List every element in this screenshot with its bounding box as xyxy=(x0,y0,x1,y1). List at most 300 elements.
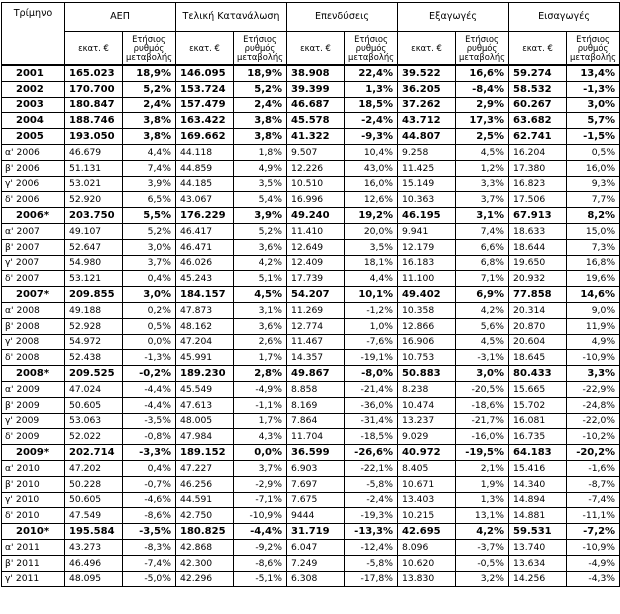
exports-rate: 3,7% xyxy=(456,192,509,208)
imports-value: 15.416 xyxy=(509,460,567,476)
gdp-value: 52.438 xyxy=(65,350,123,366)
quarter-row xyxy=(2,508,620,524)
gdp-rate: 0,2% xyxy=(123,302,176,318)
investment-rate: -8,0% xyxy=(345,366,398,382)
investment-rate: -5,8% xyxy=(345,476,398,492)
consumption-rate: 3,5% xyxy=(234,176,287,192)
exports-value: 39.522 xyxy=(398,65,456,81)
exports-value: 10.753 xyxy=(398,350,456,366)
investment-value: 38.908 xyxy=(287,65,345,81)
consumption-value: 45.991 xyxy=(176,350,234,366)
imports-rate: -11,1% xyxy=(567,508,620,524)
period-label: α' 2009 xyxy=(2,381,65,397)
investment-rate: 1,0% xyxy=(345,318,398,334)
exports-rate: 16,6% xyxy=(456,65,509,81)
imports-value: 16.081 xyxy=(509,413,567,429)
gdp-value: 53.021 xyxy=(65,176,123,192)
exports-rate: 1,2% xyxy=(456,160,509,176)
consumption-rate: 3,8% xyxy=(234,113,287,129)
exports-rate: 2,1% xyxy=(456,460,509,476)
gdp-value: 209.855 xyxy=(65,287,123,303)
unit-label: εκατ. € xyxy=(287,32,345,66)
imports-rate: -4,3% xyxy=(567,571,620,587)
unit-label: εκατ. € xyxy=(398,32,456,66)
gdp-rate: 6,5% xyxy=(123,192,176,208)
consumption-value: 153.724 xyxy=(176,81,234,97)
exports-value: 10.358 xyxy=(398,302,456,318)
header-investments: Επενδύσεις xyxy=(287,3,398,32)
gdp-value: 52.647 xyxy=(65,239,123,255)
gdp-value: 49.107 xyxy=(65,223,123,239)
investment-rate: -26,6% xyxy=(345,445,398,461)
imports-rate: -1,6% xyxy=(567,460,620,476)
exports-value: 10.215 xyxy=(398,508,456,524)
investment-value: 45.578 xyxy=(287,113,345,129)
investment-rate: -2,4% xyxy=(345,492,398,508)
gdp-value: 54.972 xyxy=(65,334,123,350)
gdp-value: 47.549 xyxy=(65,508,123,524)
investment-rate: 4,4% xyxy=(345,271,398,287)
consumption-value: 184.157 xyxy=(176,287,234,303)
exports-rate: 2,9% xyxy=(456,97,509,113)
investment-rate: -21,4% xyxy=(345,381,398,397)
investment-rate: -7,6% xyxy=(345,334,398,350)
imports-rate: -10,9% xyxy=(567,350,620,366)
period-label: β' 2009 xyxy=(2,397,65,413)
quarter-row xyxy=(2,476,620,492)
period-label: 2008* xyxy=(2,366,65,382)
consumption-value: 176.229 xyxy=(176,208,234,224)
gdp-value: 165.023 xyxy=(65,65,123,81)
gdp-rate: -5,0% xyxy=(123,571,176,587)
gdp-value: 53.063 xyxy=(65,413,123,429)
exports-rate: 4,2% xyxy=(456,524,509,540)
investment-value: 49.867 xyxy=(287,366,345,382)
exports-rate: 2,5% xyxy=(456,129,509,145)
investment-rate: -22,1% xyxy=(345,460,398,476)
gdp-rate: -1,3% xyxy=(123,350,176,366)
consumption-rate: 0,0% xyxy=(234,445,287,461)
imports-value: 15.702 xyxy=(509,397,567,413)
imports-value: 18.644 xyxy=(509,239,567,255)
gdp-value: 170.700 xyxy=(65,81,123,97)
imports-rate: 9,0% xyxy=(567,302,620,318)
exports-rate: -18,6% xyxy=(456,397,509,413)
investment-rate: -5,8% xyxy=(345,555,398,571)
gdp-rate: -7,4% xyxy=(123,555,176,571)
gdp-value: 188.746 xyxy=(65,113,123,129)
gdp-value: 52.920 xyxy=(65,192,123,208)
header-imports: Εισαγωγές xyxy=(509,3,620,32)
exports-value: 8.405 xyxy=(398,460,456,476)
imports-rate: -8,7% xyxy=(567,476,620,492)
imports-rate: 14,6% xyxy=(567,287,620,303)
gdp-rate: 3,8% xyxy=(123,113,176,129)
exports-value: 43.712 xyxy=(398,113,456,129)
gdp-value: 209.525 xyxy=(65,366,123,382)
period-label: α' 2007 xyxy=(2,223,65,239)
consumption-value: 44.185 xyxy=(176,176,234,192)
consumption-value: 47.984 xyxy=(176,429,234,445)
consumption-rate: -5,1% xyxy=(234,571,287,587)
exports-value: 15.149 xyxy=(398,176,456,192)
quarter-row xyxy=(2,571,620,587)
exports-rate: 3,0% xyxy=(456,366,509,382)
imports-value: 67.913 xyxy=(509,208,567,224)
investment-rate: 16,0% xyxy=(345,176,398,192)
investment-value: 7.697 xyxy=(287,476,345,492)
gdp-rate: 3,0% xyxy=(123,239,176,255)
consumption-value: 44.591 xyxy=(176,492,234,508)
exports-rate: -16,0% xyxy=(456,429,509,445)
investment-value: 11.467 xyxy=(287,334,345,350)
consumption-rate: 18,9% xyxy=(234,65,287,81)
consumption-value: 45.549 xyxy=(176,381,234,397)
period-label: 2007* xyxy=(2,287,65,303)
imports-rate: -22,0% xyxy=(567,413,620,429)
imports-value: 16.204 xyxy=(509,144,567,160)
quarter-row xyxy=(2,271,620,287)
period-label: 2002 xyxy=(2,81,65,97)
exports-rate: 13,1% xyxy=(456,508,509,524)
exports-rate: 5,6% xyxy=(456,318,509,334)
investment-rate: 19,2% xyxy=(345,208,398,224)
period-label: δ' 2010 xyxy=(2,508,65,524)
consumption-rate: -8,6% xyxy=(234,555,287,571)
gdp-rate: 2,4% xyxy=(123,97,176,113)
year-row xyxy=(2,445,620,461)
imports-rate: -20,2% xyxy=(567,445,620,461)
investment-rate: -19,3% xyxy=(345,508,398,524)
imports-rate: 15,0% xyxy=(567,223,620,239)
consumption-rate: -9,2% xyxy=(234,539,287,555)
imports-rate: 4,9% xyxy=(567,334,620,350)
investment-value: 12.226 xyxy=(287,160,345,176)
investment-value: 7.864 xyxy=(287,413,345,429)
exports-rate: -8,4% xyxy=(456,81,509,97)
exports-value: 16.906 xyxy=(398,334,456,350)
investment-value: 14.357 xyxy=(287,350,345,366)
year-row xyxy=(2,65,620,81)
imports-value: 20.932 xyxy=(509,271,567,287)
gdp-value: 180.847 xyxy=(65,97,123,113)
exports-value: 10.671 xyxy=(398,476,456,492)
quarter-row xyxy=(2,413,620,429)
gdp-table-container xyxy=(1,2,620,587)
consumption-rate: 1,8% xyxy=(234,144,287,160)
consumption-rate: 3,6% xyxy=(234,239,287,255)
gdp-value: 193.050 xyxy=(65,129,123,145)
investment-value: 7.675 xyxy=(287,492,345,508)
quarter-row xyxy=(2,350,620,366)
imports-rate: 7,3% xyxy=(567,239,620,255)
exports-rate: 1,9% xyxy=(456,476,509,492)
period-label: β' 2008 xyxy=(2,318,65,334)
gdp-value: 47.024 xyxy=(65,381,123,397)
gdp-rate: -0,8% xyxy=(123,429,176,445)
imports-value: 19.650 xyxy=(509,255,567,271)
consumption-value: 44.859 xyxy=(176,160,234,176)
imports-value: 13.740 xyxy=(509,539,567,555)
gdp-value: 50.228 xyxy=(65,476,123,492)
consumption-rate: 4,5% xyxy=(234,287,287,303)
investment-rate: -2,4% xyxy=(345,113,398,129)
imports-rate: -4,9% xyxy=(567,555,620,571)
investment-value: 39.399 xyxy=(287,81,345,97)
consumption-rate: -7,1% xyxy=(234,492,287,508)
consumption-value: 42.300 xyxy=(176,555,234,571)
unit-label: εκατ. € xyxy=(509,32,567,66)
gdp-value: 50.605 xyxy=(65,397,123,413)
gdp-rate: -0,7% xyxy=(123,476,176,492)
exports-rate: -20,5% xyxy=(456,381,509,397)
period-label: 2004 xyxy=(2,113,65,129)
exports-rate: 3,1% xyxy=(456,208,509,224)
unit-label: εκατ. € xyxy=(176,32,234,66)
period-label: β' 2010 xyxy=(2,476,65,492)
year-row xyxy=(2,129,620,145)
imports-value: 16.735 xyxy=(509,429,567,445)
gdp-components-table xyxy=(1,2,620,587)
consumption-rate: 2,6% xyxy=(234,334,287,350)
exports-rate: 17,3% xyxy=(456,113,509,129)
gdp-value: 52.022 xyxy=(65,429,123,445)
exports-value: 13.830 xyxy=(398,571,456,587)
period-label: γ' 2010 xyxy=(2,492,65,508)
imports-rate: -24,8% xyxy=(567,397,620,413)
period-label: 2003 xyxy=(2,97,65,113)
gdp-value: 202.714 xyxy=(65,445,123,461)
imports-rate: 7,7% xyxy=(567,192,620,208)
consumption-rate: 1,7% xyxy=(234,413,287,429)
consumption-value: 47.613 xyxy=(176,397,234,413)
investment-value: 12.774 xyxy=(287,318,345,334)
exports-rate: 6,8% xyxy=(456,255,509,271)
exports-rate: -0,5% xyxy=(456,555,509,571)
consumption-value: 47.873 xyxy=(176,302,234,318)
rate-label: Ετήσιος ρυθμός μεταβολής xyxy=(567,32,620,66)
investment-rate: 3,5% xyxy=(345,239,398,255)
investment-value: 54.207 xyxy=(287,287,345,303)
period-label: α' 2010 xyxy=(2,460,65,476)
gdp-rate: 0,4% xyxy=(123,271,176,287)
investment-rate: 12,6% xyxy=(345,192,398,208)
investment-rate: 10,4% xyxy=(345,144,398,160)
consumption-value: 189.152 xyxy=(176,445,234,461)
investment-rate: -12,4% xyxy=(345,539,398,555)
year-row xyxy=(2,97,620,113)
gdp-rate: 3,9% xyxy=(123,176,176,192)
gdp-value: 52.928 xyxy=(65,318,123,334)
consumption-value: 42.296 xyxy=(176,571,234,587)
investment-rate: -17,8% xyxy=(345,571,398,587)
investment-value: 8.858 xyxy=(287,381,345,397)
investment-value: 9.507 xyxy=(287,144,345,160)
consumption-rate: 4,2% xyxy=(234,255,287,271)
gdp-value: 50.605 xyxy=(65,492,123,508)
consumption-rate: 5,2% xyxy=(234,81,287,97)
gdp-value: 203.750 xyxy=(65,208,123,224)
investment-value: 8.169 xyxy=(287,397,345,413)
imports-value: 59.274 xyxy=(509,65,567,81)
header-final-consumption: Τελική Κατανάλωση xyxy=(176,3,287,32)
investment-rate: -13,3% xyxy=(345,524,398,540)
imports-value: 18.633 xyxy=(509,223,567,239)
gdp-value: 46.679 xyxy=(65,144,123,160)
period-label: δ' 2009 xyxy=(2,429,65,445)
imports-value: 20.314 xyxy=(509,302,567,318)
exports-rate: 3,2% xyxy=(456,571,509,587)
imports-value: 18.645 xyxy=(509,350,567,366)
gdp-rate: 5,2% xyxy=(123,81,176,97)
investment-value: 41.322 xyxy=(287,129,345,145)
investment-value: 12.649 xyxy=(287,239,345,255)
consumption-value: 42.868 xyxy=(176,539,234,555)
exports-rate: 7,4% xyxy=(456,223,509,239)
quarter-row xyxy=(2,334,620,350)
exports-value: 49.402 xyxy=(398,287,456,303)
header-exports: Εξαγωγές xyxy=(398,3,509,32)
period-label: 2006* xyxy=(2,208,65,224)
gdp-rate: -3,3% xyxy=(123,445,176,461)
unit-label: εκατ. € xyxy=(65,32,123,66)
quarter-row xyxy=(2,555,620,571)
consumption-value: 46.471 xyxy=(176,239,234,255)
gdp-value: 195.584 xyxy=(65,524,123,540)
consumption-value: 46.256 xyxy=(176,476,234,492)
quarter-row xyxy=(2,318,620,334)
consumption-rate: 3,7% xyxy=(234,460,287,476)
imports-value: 59.531 xyxy=(509,524,567,540)
exports-rate: 4,5% xyxy=(456,144,509,160)
gdp-rate: 0,4% xyxy=(123,460,176,476)
exports-value: 36.205 xyxy=(398,81,456,97)
exports-value: 9.029 xyxy=(398,429,456,445)
exports-value: 46.195 xyxy=(398,208,456,224)
gdp-rate: 3,7% xyxy=(123,255,176,271)
investment-value: 6.047 xyxy=(287,539,345,555)
year-row xyxy=(2,208,620,224)
consumption-rate: -10,9% xyxy=(234,508,287,524)
period-label: α' 2008 xyxy=(2,302,65,318)
quarter-row xyxy=(2,539,620,555)
imports-rate: -1,5% xyxy=(567,129,620,145)
quarter-row xyxy=(2,397,620,413)
investment-value: 16.996 xyxy=(287,192,345,208)
exports-rate: 4,5% xyxy=(456,334,509,350)
period-label: γ' 2007 xyxy=(2,255,65,271)
consumption-rate: 5,1% xyxy=(234,271,287,287)
consumption-rate: -2,9% xyxy=(234,476,287,492)
investment-rate: 10,1% xyxy=(345,287,398,303)
exports-value: 8.096 xyxy=(398,539,456,555)
quarter-row xyxy=(2,239,620,255)
imports-rate: -10,2% xyxy=(567,429,620,445)
exports-value: 44.807 xyxy=(398,129,456,145)
investment-value: 7.249 xyxy=(287,555,345,571)
period-label: β' 2006 xyxy=(2,160,65,176)
exports-value: 42.695 xyxy=(398,524,456,540)
imports-value: 17.380 xyxy=(509,160,567,176)
imports-value: 20.870 xyxy=(509,318,567,334)
gdp-value: 48.095 xyxy=(65,571,123,587)
gdp-rate: -4,4% xyxy=(123,381,176,397)
consumption-value: 157.479 xyxy=(176,97,234,113)
gdp-rate: -8,6% xyxy=(123,508,176,524)
investment-value: 49.240 xyxy=(287,208,345,224)
investment-value: 6.903 xyxy=(287,460,345,476)
quarter-row xyxy=(2,492,620,508)
investment-rate: 20,0% xyxy=(345,223,398,239)
exports-rate: 4,2% xyxy=(456,302,509,318)
gdp-rate: 4,4% xyxy=(123,144,176,160)
period-label: β' 2007 xyxy=(2,239,65,255)
consumption-value: 163.422 xyxy=(176,113,234,129)
quarter-row xyxy=(2,302,620,318)
consumption-value: 47.227 xyxy=(176,460,234,476)
imports-value: 15.665 xyxy=(509,381,567,397)
exports-value: 10.474 xyxy=(398,397,456,413)
period-label: 2009* xyxy=(2,445,65,461)
header-quarter: Τρίμηνο xyxy=(2,3,65,66)
investment-rate: -1,2% xyxy=(345,302,398,318)
consumption-rate: 5,4% xyxy=(234,192,287,208)
gdp-rate: 3,8% xyxy=(123,129,176,145)
period-label: δ' 2006 xyxy=(2,192,65,208)
gdp-rate: 0,5% xyxy=(123,318,176,334)
exports-value: 12.866 xyxy=(398,318,456,334)
exports-rate: -3,7% xyxy=(456,539,509,555)
year-row xyxy=(2,366,620,382)
consumption-rate: 5,2% xyxy=(234,223,287,239)
exports-value: 40.972 xyxy=(398,445,456,461)
year-row xyxy=(2,113,620,129)
consumption-rate: 4,3% xyxy=(234,429,287,445)
quarter-row xyxy=(2,460,620,476)
exports-value: 11.425 xyxy=(398,160,456,176)
imports-value: 14.881 xyxy=(509,508,567,524)
gdp-rate: -3,5% xyxy=(123,413,176,429)
imports-value: 63.682 xyxy=(509,113,567,129)
year-row xyxy=(2,524,620,540)
investment-value: 31.719 xyxy=(287,524,345,540)
imports-rate: 16,8% xyxy=(567,255,620,271)
imports-value: 20.604 xyxy=(509,334,567,350)
investment-value: 11.704 xyxy=(287,429,345,445)
period-label: γ' 2009 xyxy=(2,413,65,429)
quarter-row xyxy=(2,429,620,445)
rate-label: Ετήσιος ρυθμός μεταβολής xyxy=(345,32,398,66)
investment-rate: 1,3% xyxy=(345,81,398,97)
quarter-row xyxy=(2,160,620,176)
consumption-value: 48.005 xyxy=(176,413,234,429)
exports-value: 13.403 xyxy=(398,492,456,508)
investment-rate: 18,1% xyxy=(345,255,398,271)
quarter-row xyxy=(2,381,620,397)
period-label: α' 2011 xyxy=(2,539,65,555)
consumption-rate: 4,9% xyxy=(234,160,287,176)
imports-rate: 0,5% xyxy=(567,144,620,160)
gdp-value: 51.131 xyxy=(65,160,123,176)
exports-value: 10.363 xyxy=(398,192,456,208)
period-label: γ' 2008 xyxy=(2,334,65,350)
consumption-rate: 1,7% xyxy=(234,350,287,366)
consumption-value: 146.095 xyxy=(176,65,234,81)
period-label: 2001 xyxy=(2,65,65,81)
gdp-rate: -0,2% xyxy=(123,366,176,382)
exports-value: 37.262 xyxy=(398,97,456,113)
rate-label: Ετήσιος ρυθμός μεταβολής xyxy=(123,32,176,66)
